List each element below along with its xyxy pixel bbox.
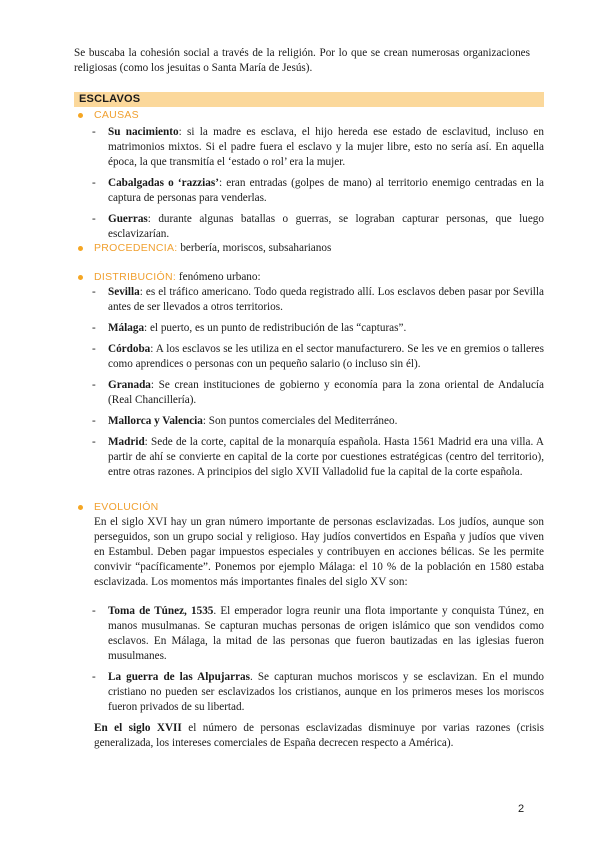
closing-paragraph (74, 721, 544, 751)
list-item: - Cabalgadas o ‘razzias’: eran entradas (golpes de mano) al territorio enemigo centradas en la captura de personas para venderlas. (92, 177, 544, 204)
list-item: - Guerras: durante algunas batallas o guerras, se lograban capturar personas, que luego esclavizarían. (92, 213, 544, 240)
section-title: ESCLAVOS (79, 93, 141, 105)
procedencia-section (74, 241, 544, 256)
section-header-bar (74, 92, 544, 107)
item-term: Madrid (108, 436, 145, 448)
list-item: - Málaga: el puerto, es un punto de redistribución de las “capturas”. (92, 322, 407, 334)
list-item: - Granada: Se crean instituciones de gobierno y economía para la zona oriental de Andalucía (Real Chancillería). (92, 379, 544, 406)
item-term: Málaga (108, 322, 145, 334)
item-term: Toma de Túnez, 1535 (108, 605, 214, 617)
evolucion-paragraph: En el siglo XVI hay un gran número importante de personas esclavizadas. Los judíos, aunque son perseguidos, son un grupo social y religioso. Hay judíos convertidos en España y judíos que viven en Estambul. Deben pagar impuestos especiales y contribuyen en acciones bélicas. Se les permite convivir “pacíficamente”. Ponemos por ejemplo Málaga: el 10 % de la población en 1580 estaba esclavizada. Los momentos más importantes finales del siglo XV son: (94, 516, 544, 588)
bullet-dot-icon (78, 275, 83, 280)
item-text: : durante algunas batallas o guerras, se lograban capturar personas, que luego esclavizarían. (108, 213, 544, 240)
list-item: - Córdoba: A los esclavos se les utiliza en el sector manufacturero. Se les ve en gremios o talleres como aprendices o personas con un pequeño salario (o incluso sin él). (92, 343, 544, 370)
item-term: Granada (108, 379, 151, 391)
closing-text: el número de personas esclavizadas disminuye por varias razones (crisis generalizada, los intereses comerciales de España decrecen respecto a América). (94, 722, 544, 749)
procedencia-text: berbería, moriscos, subsaharianos (177, 242, 332, 254)
item-text: : Se crean instituciones de gobierno y economía para la zona oriental de Andalucía (Real Chancillería). (108, 379, 544, 406)
item-text: : si la madre es esclava, el hijo hereda ese estado de esclavitud, incluso en matrimonios mixtos. Si el padre fuera el esclavo y la mujer libre, esto no sería así. En aquella época, la que transmitía el ‘estado o rol’ era la mujer. (108, 126, 544, 168)
causas-section (74, 108, 544, 242)
list-item: - Sevilla: es el tráfico americano. Todo queda registrado allí. Los esclavos deben pasar por Sevilla antes de ser llevados a otros territorios. (92, 286, 544, 313)
intro-paragraph: Se buscaba la cohesión social a través de la religión. Por lo que se crean numerosas organizaciones religiosas (como los jesuitas o Santa María de Jesús). (74, 47, 530, 74)
item-term: Su nacimiento (108, 126, 179, 138)
distribucion-text: fenómeno urbano: (176, 271, 261, 283)
item-term: La guerra de las Alpujarras (108, 671, 250, 683)
procedencia-heading: PROCEDENCIA: (94, 242, 178, 254)
distribucion-heading: DISTRIBUCIÓN: (94, 271, 177, 283)
item-text: : eran entradas (golpes de mano) al territorio enemigo centradas en la captura de personas para venderlas. (108, 177, 544, 204)
item-text: : A los esclavos se les utiliza en el sector manufacturero. Se les ve en gremios o talleres como aprendices o personas con un pequeño salario (o incluso sin él). (108, 343, 544, 370)
list-item: - La guerra de las Alpujarras. Se capturan muchos moriscos y se esclavizan. En el mundo cristiano no pueden ser esclavizados los cristianos, aunque en los primeros meses los moriscos fueron privados de su libertad. (92, 671, 544, 713)
list-item: - Mallorca y Valencia: Son puntos comerciales del Mediterráneo. (92, 415, 398, 427)
item-term: Mallorca y Valencia (108, 415, 203, 427)
distribucion-section (74, 270, 544, 480)
item-text: : Sede de la corte, capital de la monarquía española. Hasta 1561 Madrid era una villa. A partir de ahí se convierte en capital de la corte por cuestiones estratégicas (centro del territorio), entre otras razones. A principios del siglo XVII Valladolid fue la capital de la corte española. (108, 436, 544, 478)
item-text: : Son puntos comerciales del Mediterráneo. (202, 415, 398, 427)
item-text: : el puerto, es un punto de redistribución de las “capturas”. (144, 322, 407, 334)
bullet-dot-icon (78, 246, 83, 251)
closing-term: En el siglo XVII (94, 722, 182, 734)
item-text: . El emperador logra reunir una flota importante y conquista Túnez, en manos musulmanas. Se capturan muchas personas de origen islámico que son vendidos como esclavos. En Málaga, la mitad de las personas que fueron bautizadas en las iglesias fueron musulmanes. (108, 605, 544, 662)
bullet-dot-icon (78, 113, 83, 118)
list-item: - Madrid: Sede de la corte, capital de la monarquía española. Hasta 1561 Madrid era una villa. A partir de ahí se convierte en capital de la corte por cuestiones estratégicas (centro del territorio), entre otras razones. A principios del siglo XVII Valladolid fue la capital de la corte española. (92, 436, 544, 478)
item-text: . Se capturan muchos moriscos y se esclavizan. En el mundo cristiano no pueden ser esclavizados los cristianos, aunque en los primeros meses los moriscos fueron privados de su libertad. (108, 671, 544, 713)
item-text: : es el tráfico americano. Todo queda registrado allí. Los esclavos deben pasar por Sevilla antes de ser llevados a otros territorios. (108, 286, 544, 313)
item-term: Cabalgadas o ‘razzias’ (108, 177, 219, 189)
bullet-dot-icon (78, 505, 83, 510)
item-term: Sevilla (108, 286, 140, 298)
causas-heading: CAUSAS (94, 109, 139, 121)
causas-bullet (74, 108, 544, 123)
page-number: 2 (518, 803, 525, 815)
item-term: Córdoba (108, 343, 151, 355)
list-item: - Su nacimiento: si la madre es esclava, el hijo hereda ese estado de esclavitud, incluso en matrimonios mixtos. Si el padre fuera el esclavo y la mujer libre, esto no sería así. En aquella época, la que transmitía el ‘estado o rol’ era la mujer. (92, 126, 544, 168)
item-term: Guerras (108, 213, 148, 225)
evolucion-heading: EVOLUCIÓN (94, 501, 159, 513)
evolucion-section (74, 500, 544, 751)
list-item: - Toma de Túnez, 1535. El emperador logra reunir una flota importante y conquista Túnez, en manos musulmanas. Se capturan muchas personas de origen islámico que son vendidos como esclavos. En Málaga, la mitad de las personas que fueron bautizadas en las iglesias fueron musulmanes. (92, 605, 544, 662)
